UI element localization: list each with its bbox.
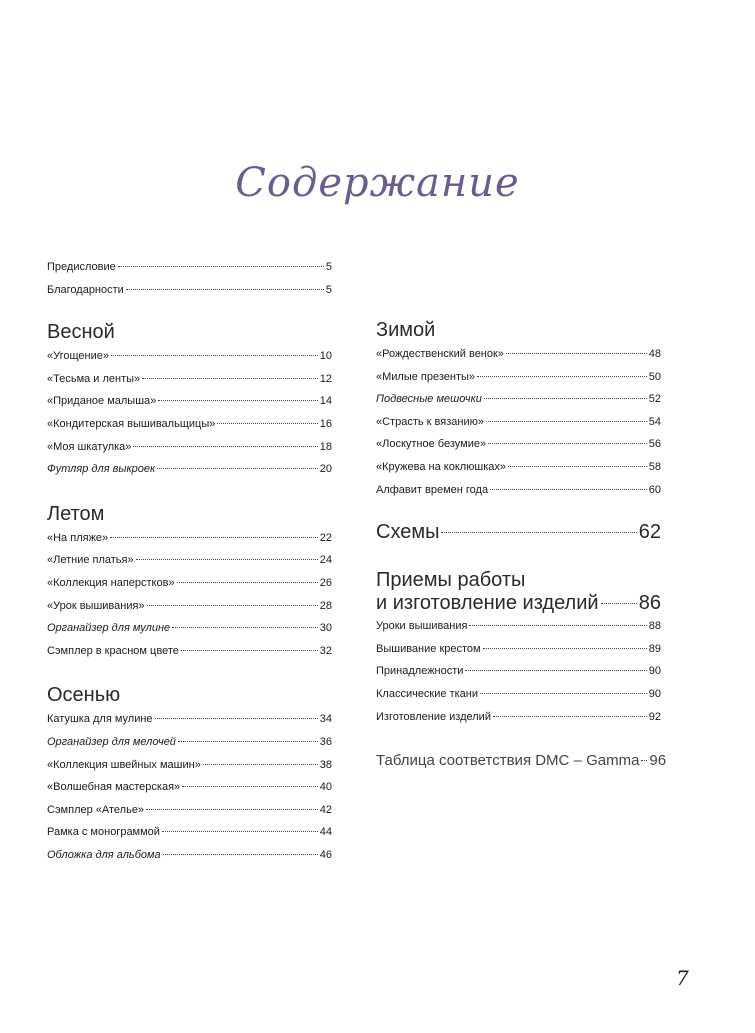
toc-entry-label: Рамка с монограммой (47, 826, 160, 839)
toc-entry[interactable] (376, 456, 661, 479)
toc-entry-page: 5 (325, 283, 332, 296)
toc-entry[interactable] (47, 708, 332, 731)
section-schemes[interactable] (376, 519, 661, 545)
toc-entry-label: «Страсть к вязанию» (376, 415, 484, 428)
toc-entry-label: «Рождественский венок» (376, 348, 504, 360)
dot-leader (172, 627, 318, 628)
toc-entry-page: 54 (648, 415, 661, 428)
toc-entry[interactable] (47, 527, 332, 550)
toc-entry-page: 46 (319, 848, 332, 861)
toc-entry-label: Подвесные мешочки (376, 393, 482, 406)
dot-leader (490, 489, 647, 490)
toc-entry-label: «Угощение» (47, 350, 109, 363)
dot-leader (486, 421, 647, 422)
toc-entry-page: 52 (648, 393, 661, 406)
toc-entry[interactable] (47, 458, 332, 481)
dot-leader (508, 466, 647, 467)
dot-leader (177, 582, 318, 583)
section-title[interactable]: Приемы работы (376, 569, 526, 592)
toc-entry-page: 50 (648, 370, 661, 383)
dot-leader (147, 605, 318, 606)
toc-entry[interactable] (47, 799, 332, 822)
dot-leader (488, 443, 647, 444)
toc-entry-page: 38 (319, 758, 332, 771)
dot-leader (110, 537, 318, 538)
toc-left-column (47, 256, 332, 866)
toc-entry-page: 96 (649, 752, 667, 770)
dot-leader (118, 266, 324, 267)
dot-leader (484, 398, 647, 399)
toc-entry-page: 5 (325, 261, 332, 273)
dot-leader (506, 353, 647, 354)
toc-entry[interactable] (47, 821, 332, 844)
toc-entry-page: 12 (319, 372, 332, 385)
toc-entry-page: 90 (648, 665, 661, 678)
toc-entry-label: Катушка для мулине (47, 713, 153, 726)
toc-entry-page: 32 (319, 644, 332, 657)
toc-entry-page: 10 (319, 350, 332, 363)
toc-entry[interactable] (47, 390, 332, 413)
toc-entry-page: 90 (648, 687, 661, 700)
section-winter (376, 317, 661, 501)
dot-leader (157, 468, 318, 469)
dot-leader (477, 376, 647, 377)
toc-entry-label: «Кондитерская вышивальщицы» (47, 417, 216, 430)
toc-entry-label: «Моя шкатулка» (47, 440, 132, 453)
toc-entry-page: 44 (319, 826, 332, 839)
toc-entry[interactable] (47, 844, 332, 867)
toc-entry-label: «Коллекция швейных машин» (47, 758, 201, 771)
toc-entry[interactable] (47, 279, 332, 302)
toc-entry-label: Органайзер для мелочей (47, 735, 176, 748)
toc-entry-label: Сэмплер «Ателье» (47, 803, 145, 816)
toc-entry-page: 60 (648, 483, 661, 496)
toc-entry-label: Сэмплер в красном цвете (47, 644, 179, 657)
dot-leader (146, 809, 318, 810)
toc-entry-label: «Приданое малыша» (47, 395, 157, 408)
dot-leader (136, 559, 318, 560)
toc-entry-label: «Кружева на коклюшках» (376, 460, 507, 473)
toc-entry-page: 28 (319, 599, 332, 612)
toc-entry-page: 20 (319, 463, 332, 476)
section-title: и изготовление изделий (376, 592, 599, 615)
dot-leader (155, 718, 318, 719)
dot-leader (133, 446, 317, 447)
section-title-line2[interactable] (376, 591, 661, 615)
toc-entry-page: 48 (648, 348, 661, 360)
toc-entry-label: Обложка для альбома (47, 848, 161, 861)
toc-entry-page: 24 (319, 554, 332, 567)
toc-entry[interactable] (47, 572, 332, 595)
dot-leader (493, 716, 647, 717)
toc-entry-label: «Летние платья» (47, 554, 134, 567)
toc-right-column (376, 317, 667, 774)
dot-leader (480, 693, 647, 694)
toc-entry-label: Алфавит времен года (376, 483, 489, 496)
dot-leader (126, 289, 324, 290)
dot-leader (441, 532, 636, 533)
toc-entry-label: «Волшебная мастерская» (47, 781, 181, 794)
toc-entry-page: 56 (648, 438, 661, 451)
toc-entry-page: 42 (319, 803, 332, 816)
toc-entry[interactable] (47, 731, 332, 754)
toc-entry-label: Вышивание крестом (376, 642, 481, 655)
dot-leader (182, 786, 318, 787)
toc-entry[interactable] (47, 595, 332, 618)
toc-entry[interactable] (47, 549, 332, 572)
toc-entry-label: Благодарности (47, 283, 124, 296)
toc-entry-label: «Милые презенты» (376, 370, 476, 383)
toc-entry-page: 34 (319, 713, 332, 726)
toc-entry-page: 18 (319, 440, 332, 453)
dot-leader (142, 378, 318, 379)
section-techniques (376, 569, 661, 728)
toc-entry[interactable] (47, 776, 332, 799)
dot-leader (111, 355, 318, 356)
dot-leader (162, 831, 318, 832)
toc-entry-label: «Лоскутное безумие» (376, 438, 487, 451)
toc-entry-page: 36 (319, 735, 332, 748)
toc-entry[interactable] (376, 479, 661, 502)
toc-entry-page: 16 (319, 417, 332, 430)
toc-entry[interactable] (47, 368, 332, 391)
toc-entry[interactable] (376, 683, 661, 706)
section-title[interactable]: Зимой (376, 319, 436, 341)
section-autumn (47, 682, 332, 866)
toc-entry-page: 92 (648, 710, 661, 723)
toc-entry-page: 88 (648, 620, 661, 633)
toc-entry[interactable] (376, 433, 661, 456)
toc-entry-label: Принадлежности (376, 665, 464, 678)
section-title[interactable]: Весной (47, 321, 115, 344)
toc-entry[interactable] (376, 638, 661, 661)
dot-leader (465, 670, 646, 671)
toc-entry-dmc-table[interactable] (376, 748, 667, 774)
dot-leader (178, 741, 318, 742)
section-title: Схемы (376, 521, 440, 544)
toc-entry[interactable] (47, 256, 332, 279)
toc-entry[interactable] (47, 754, 332, 777)
toc-entry[interactable] (376, 388, 661, 411)
dot-leader (483, 648, 647, 649)
toc-entry-page: 30 (319, 622, 332, 635)
toc-entry-label: «Коллекция наперстков» (47, 576, 175, 589)
toc-entry[interactable] (376, 706, 661, 729)
section-summer (47, 501, 332, 663)
toc-entry-label: Классические ткани (376, 687, 478, 700)
toc-entry-label: Таблица соответствия DMC – Gamma (376, 752, 640, 770)
section-title[interactable]: Летом (47, 502, 105, 525)
toc-entry-page: 86 (638, 592, 661, 615)
toc-entry[interactable] (376, 411, 661, 434)
toc-entry[interactable] (376, 343, 661, 366)
toc-entry-page: 40 (319, 781, 332, 794)
toc-entry-page: 58 (648, 460, 661, 473)
toc-entry[interactable] (376, 615, 661, 638)
toc-entry[interactable] (47, 413, 332, 436)
dot-leader (203, 764, 318, 765)
dot-leader (163, 854, 318, 855)
toc-entry-label: «На пляже» (47, 531, 109, 544)
section-spring (47, 319, 332, 481)
toc-entry-page: 62 (638, 521, 661, 544)
toc-entry[interactable] (47, 345, 332, 368)
toc-entry-label: «Тесьма и ленты» (47, 372, 141, 385)
toc-entry-page: 22 (319, 531, 332, 544)
dot-leader (217, 423, 317, 424)
toc-entry-label: Футляр для выкроек (47, 463, 156, 476)
section-title[interactable]: Осенью (47, 684, 121, 707)
toc-entry-page: 89 (648, 642, 661, 655)
page-number: 7 (676, 966, 689, 990)
toc-entry-label: Изготовление изделий (376, 710, 491, 723)
dot-leader (641, 760, 647, 761)
dot-leader (601, 603, 637, 604)
toc-entry-page: 14 (319, 395, 332, 408)
toc-entry-label: Органайзер для мулине (47, 622, 171, 635)
toc-entry[interactable] (376, 366, 661, 389)
toc-entry-label: Предисловие (47, 261, 116, 273)
toc-entry-page: 26 (319, 576, 332, 589)
dot-leader (158, 400, 317, 401)
toc-entry[interactable] (47, 436, 332, 459)
toc-entry[interactable] (376, 660, 661, 683)
dot-leader (469, 625, 646, 626)
toc-entry[interactable] (47, 640, 332, 663)
dot-leader (181, 650, 318, 651)
page-title: Содержание (235, 160, 520, 206)
toc-entry[interactable] (47, 617, 332, 640)
toc-entry-label: Уроки вышивания (376, 620, 468, 633)
toc-entry-label: «Урок вышивания» (47, 599, 145, 612)
